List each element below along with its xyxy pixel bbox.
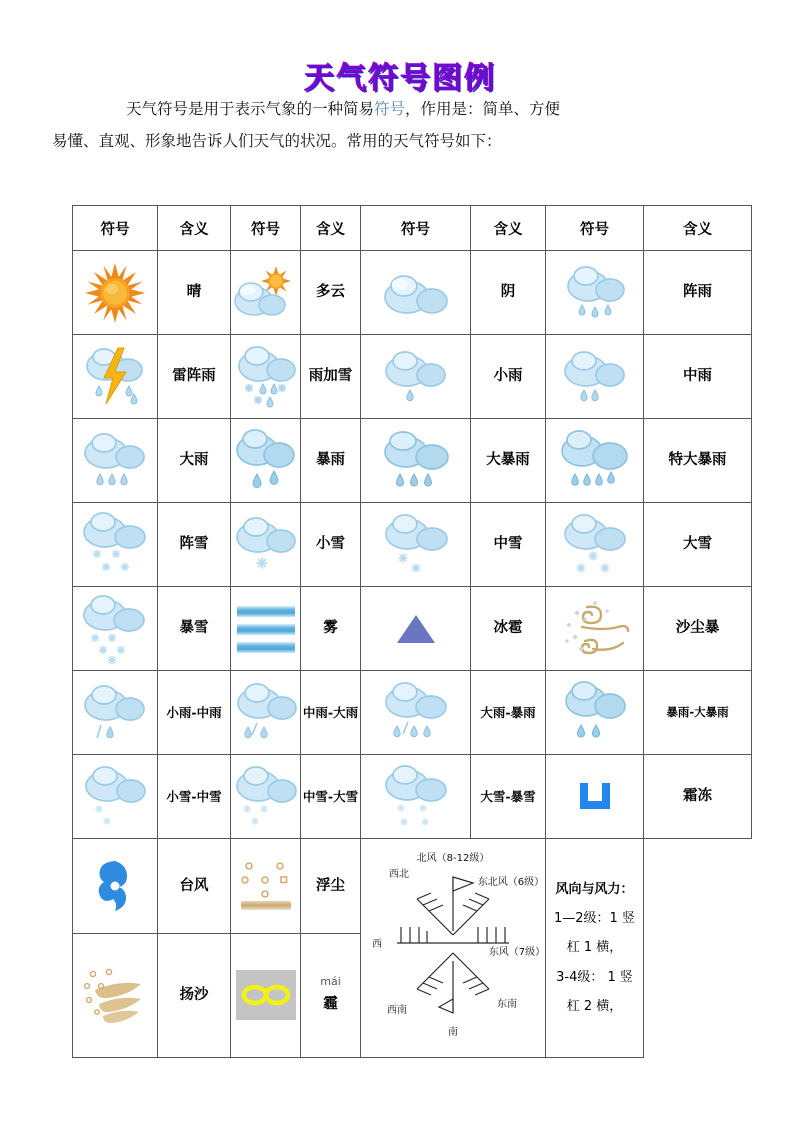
light-to-moderate-snow-icon [73,756,157,838]
header-symbol-4: 符号 [546,206,644,251]
symbol-cell [361,587,471,671]
intro-line-1 [52,95,748,125]
table-row [73,755,752,839]
shower-rain-icon [546,252,643,334]
symbol-cell [73,671,158,755]
huge-rainstorm-icon [546,420,643,502]
meaning-cell: 特大暴雨 [644,419,752,503]
symbol-cell [231,503,301,587]
light-rain-icon [361,336,470,418]
symbol-cell [73,755,158,839]
symbol-cell [231,251,301,335]
symbol-cell [231,335,301,419]
header-symbol-1: 符号 [73,206,158,251]
symbol-cell [546,755,644,839]
haze-icon [231,954,300,1036]
symbol-cell [361,419,471,503]
table-row [73,839,752,934]
sun-cloud-icon [231,252,300,334]
symbol-cell [546,251,644,335]
symbol-cell [361,251,471,335]
wind-legend-cell [546,839,644,1058]
symbol-cell [73,933,158,1057]
weather-symbol-table [72,205,752,1058]
meaning-cell: 冰雹 [471,587,546,671]
meaning-cell: 小雨 [471,335,546,419]
symbol-cell [231,839,301,934]
wind-legend-line-4: 杠 2 横， [566,998,623,1014]
wind-legend-line-2: 杠 1 横， [566,940,623,956]
meaning-cell: 大雨-暴雨 [471,671,546,755]
thunderstorm-icon [73,336,157,418]
symbol-cell [546,587,644,671]
blowing-sand-icon [73,943,157,1048]
header-meaning-2: 含义 [301,206,361,251]
symbol-cell [361,335,471,419]
hail-icon [361,588,470,670]
symbol-cell [361,755,471,839]
sun-icon [73,252,157,334]
meaning-cell: 台风 [158,839,231,934]
symbol-cell [361,503,471,587]
meaning-cell: 暴雨-大暴雨 [644,671,752,755]
rose-label-west: 西 [372,939,382,950]
frost-icon [546,756,643,838]
table-row [73,251,752,335]
rose-label-northeast: 东北风（6级） [477,877,545,888]
meaning-cell: 阵雨 [644,251,752,335]
meaning-cell: 中雨-大雨 [301,671,361,755]
intro-text-post: ，作用是：简单、方便 [405,101,561,118]
intro-line-2: 易懂、直观、形象地告诉人们天气的状况。常用的天气符号如下： [52,133,502,151]
meaning-cell: 沙尘暴 [644,587,752,671]
moderate-snow-icon [361,504,470,586]
meaning-cell: 扬沙 [158,933,231,1057]
symbol-cell [73,251,158,335]
meaning-cell: 小雪 [301,503,361,587]
rose-label-east: 东风（7级） [488,947,546,958]
heavy-snow-icon [546,504,643,586]
meaning-cell: 浮尘 [301,839,361,934]
meaning-cell: 雨加雪 [301,335,361,419]
moderate-rain-icon [546,336,643,418]
heavy-rain-to-rainstorm-icon [361,672,470,754]
heavy-rain-icon [73,420,157,502]
meaning-cell: 中雨 [644,335,752,419]
meaning-cell: 暴雪 [158,587,231,671]
wind-legend-line-1: 1—2级：1 竖 [554,911,635,927]
symbol-cell [73,587,158,671]
table-header-row [73,206,752,251]
symbol-cell [361,671,471,755]
intro-paragraph [0,95,800,157]
rain-snow-icon [231,336,300,418]
header-symbol-3: 符号 [361,206,471,251]
intro-link-fuhao[interactable]: 符号 [374,101,406,118]
light-to-moderate-rain-icon [73,672,157,754]
moderate-to-heavy-snow-icon [231,756,300,838]
rose-label-northwest: 西北 [389,869,409,880]
moderate-to-heavy-rain-icon [231,672,300,754]
fog-icon [231,588,300,670]
meaning-cell: 大雨 [158,419,231,503]
meaning-cell: 阵雪 [158,503,231,587]
wind-legend-line-3: 3-4级： 1 竖 [556,969,633,985]
symbol-cell [231,755,301,839]
header-meaning-1: 含义 [158,206,231,251]
rose-label-north: 北风（8-12级） [416,853,490,864]
page-title: 天气符号图例 [304,61,496,96]
header-meaning-3: 含义 [471,206,546,251]
wind-rose-diagram [361,839,546,1058]
symbol-cell [546,335,644,419]
haze-label: 霾 [323,995,338,1012]
meaning-cell: 阴 [471,251,546,335]
rose-label-southwest: 西南 [387,1005,407,1016]
rainstorm-icon [231,420,300,502]
symbol-cell [73,503,158,587]
symbol-cell [231,419,301,503]
table-row [73,587,752,671]
rose-label-southeast: 东南 [497,999,517,1010]
sandstorm-icon [546,588,643,670]
symbol-cell [73,335,158,419]
meaning-cell: 中雪 [471,503,546,587]
meaning-cell: 大雪-暴雪 [471,755,546,839]
light-snow-icon [231,504,300,586]
rainstorm-to-big-rainstorm-icon [546,672,643,754]
floating-dust-icon [231,845,300,927]
big-rainstorm-icon [361,420,470,502]
overcast-cloud-icon [361,252,470,334]
wind-rose-canvas [361,839,545,1057]
meaning-cell [301,933,361,1057]
symbol-cell [546,419,644,503]
meaning-cell: 雾 [301,587,361,671]
meaning-cell: 大暴雨 [471,419,546,503]
meaning-cell: 小雪-中雪 [158,755,231,839]
rose-label-south: 南 [448,1027,458,1038]
meaning-cell: 暴雨 [301,419,361,503]
snowstorm-icon [73,588,157,670]
meaning-cell: 晴 [158,251,231,335]
symbol-cell [73,419,158,503]
header-meaning-4: 含义 [644,206,752,251]
table-row [73,335,752,419]
symbol-cell [546,671,644,755]
table-row [73,503,752,587]
table-row [73,419,752,503]
intro-text-pre: 天气符号是用于表示气象的一种简易 [126,101,375,118]
meaning-cell: 大雪 [644,503,752,587]
meaning-cell: 霜冻 [644,755,752,839]
header-symbol-2: 符号 [231,206,301,251]
table-row [73,671,752,755]
symbol-cell [546,503,644,587]
meaning-cell: 小雨-中雨 [158,671,231,755]
symbol-cell [231,933,301,1057]
typhoon-icon [73,845,157,927]
haze-pinyin: mái [320,975,341,989]
meaning-cell: 雷阵雨 [158,335,231,419]
symbol-cell [73,839,158,934]
heavy-snow-to-snowstorm-icon [361,756,470,838]
meaning-cell: 中雪-大雪 [301,755,361,839]
symbol-cell [231,587,301,671]
shower-snow-icon [73,504,157,586]
meaning-cell: 多云 [301,251,361,335]
wind-legend-heading: 风向与风力： [555,881,634,897]
symbol-cell [231,671,301,755]
